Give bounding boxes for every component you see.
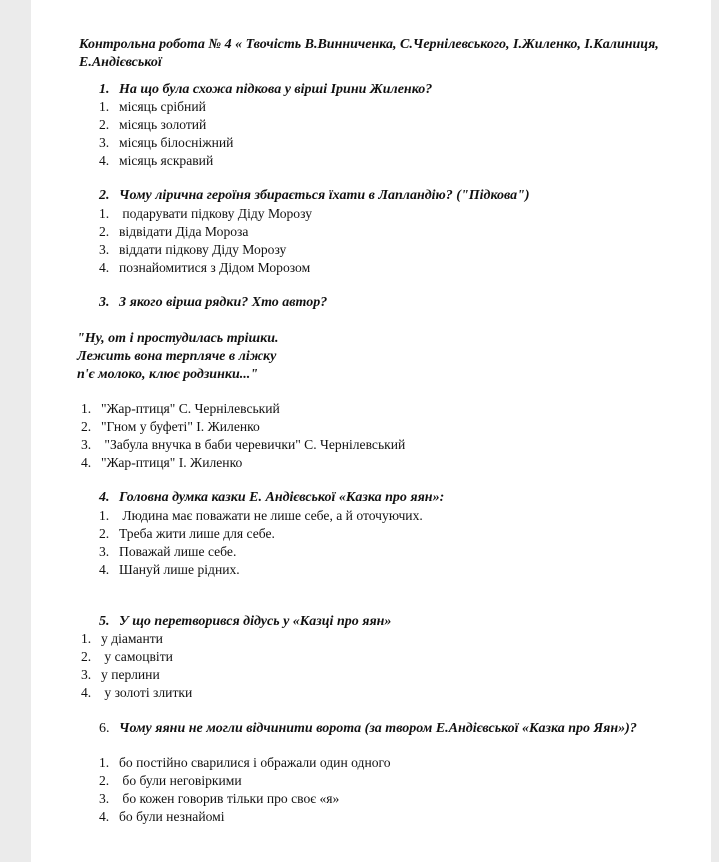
option-text: "Жар-птиця" І. Жиленко (101, 455, 243, 470)
list-item (99, 561, 423, 579)
option-text: місяць яскравий (119, 153, 214, 168)
list-item (99, 241, 312, 259)
list-item (81, 418, 405, 436)
quote-line: Лежить вона терпляче в ліжку (77, 349, 277, 364)
option-text: віддати підкову Діду Морозу (119, 242, 287, 257)
option-number: 1. (81, 401, 92, 416)
question-number: 6. (99, 721, 110, 736)
question-number: 4. (99, 490, 110, 505)
list-item (99, 134, 233, 152)
option-number: 1. (99, 755, 110, 770)
option-number: 4. (99, 260, 110, 275)
list-item (81, 454, 405, 472)
question-number: 2. (99, 188, 110, 203)
option-number: 2. (81, 649, 92, 664)
option-text: у самоцвіти (101, 649, 173, 664)
answer-list-1 (99, 98, 233, 170)
document-page (31, 0, 711, 862)
option-text: познайомитися з Дідом Морозом (119, 260, 311, 275)
option-number: 2. (81, 419, 92, 434)
option-text: у діаманти (101, 631, 163, 646)
option-text: у золоті злитки (101, 685, 193, 700)
question-text: Чому лірична героїня збирається їхати в Лапландію? ("Підкова") (119, 188, 530, 203)
list-item (99, 223, 312, 241)
option-text: бо постійно сварилися і ображали один одного (119, 755, 391, 770)
option-number: 3. (99, 544, 110, 559)
option-text: бо були незнайомі (119, 809, 225, 824)
option-text: відвідати Діда Мороза (119, 224, 249, 239)
answer-list-6 (99, 754, 391, 826)
list-item (99, 790, 391, 808)
option-text: у перлини (101, 667, 160, 682)
quote-line: "Ну, от і простудилась трішки. (77, 331, 279, 346)
question-number: 3. (99, 295, 110, 310)
list-item (99, 116, 233, 134)
list-item (99, 754, 391, 772)
list-item (99, 808, 391, 826)
list-item (99, 525, 423, 543)
list-item (99, 259, 312, 277)
list-item (81, 436, 405, 454)
option-text: Треба жити лише для себе. (119, 526, 275, 541)
list-item (81, 666, 192, 684)
option-text: місяць золотий (119, 117, 207, 132)
list-item (81, 630, 192, 648)
option-number: 2. (99, 773, 110, 788)
option-number: 1. (99, 508, 110, 523)
question-text: З якого вірша рядки? Хто автор? (119, 295, 328, 310)
option-number: 3. (99, 791, 110, 806)
answer-list-5 (81, 630, 192, 702)
list-item (99, 152, 233, 170)
list-item (99, 98, 233, 116)
answer-list-2 (99, 205, 312, 277)
option-number: 4. (99, 809, 110, 824)
list-item (99, 543, 423, 561)
option-number: 3. (81, 667, 92, 682)
list-item (81, 400, 405, 418)
option-number: 4. (99, 562, 110, 577)
list-item (81, 648, 192, 666)
option-text: місяць білосніжний (119, 135, 234, 150)
option-text: бо були неговіркими (119, 773, 242, 788)
option-number: 4. (81, 685, 92, 700)
question-6 (99, 720, 669, 738)
question-text: У що перетворився дідусь у «Казці про яян» (119, 614, 392, 629)
page-title: Контрольна робота № 4 « Твочість В.Винниченка, С.Чернілевського, І.Жиленко, І.Калиниця, Е.Андієвської (79, 37, 659, 70)
list-item (99, 205, 312, 223)
option-text: Шануй лише рідних. (119, 562, 240, 577)
question-2 (99, 187, 530, 205)
question-text: Чому яяни не могли відчинити ворота (за твором Е.Андієвської «Казка про Яян»)? (119, 721, 637, 736)
option-text: "Гном у буфеті" І. Жиленко (101, 419, 260, 434)
option-text: місяць срібний (119, 99, 206, 114)
option-number: 4. (99, 153, 110, 168)
option-text: "Жар-птиця" С. Чернілевський (101, 401, 280, 416)
question-text: На що була схожа підкова у вірші Ірини Жиленко? (119, 82, 433, 97)
option-number: 2. (99, 224, 110, 239)
option-text: Поважай лише себе. (119, 544, 237, 559)
option-text: подарувати підкову Діду Морозу (119, 206, 312, 221)
question-4 (99, 489, 444, 507)
question-text: Головна думка казки Е. Андієвської «Казка про яян»: (119, 490, 445, 505)
option-number: 1. (99, 99, 110, 114)
option-number: 1. (81, 631, 92, 646)
option-number: 2. (99, 117, 110, 132)
question-number: 5. (99, 614, 110, 629)
option-number: 2. (99, 526, 110, 541)
poem-quote (77, 330, 279, 384)
question-3 (99, 294, 327, 312)
option-number: 3. (81, 437, 92, 452)
answer-list-4 (99, 507, 423, 579)
option-number: 1. (99, 206, 110, 221)
option-number: 4. (81, 455, 92, 470)
question-1 (99, 81, 432, 99)
answer-list-3 (81, 400, 405, 472)
option-number: 3. (99, 242, 110, 257)
list-item (81, 684, 192, 702)
list-item (99, 772, 391, 790)
option-text: Людина має поважати не лише себе, а й оточуючих. (119, 508, 423, 523)
option-text: бо кожен говорив тільки про своє «я» (119, 791, 340, 806)
list-item (99, 507, 423, 525)
quote-line: п'є молоко, клює родзинки..." (77, 367, 259, 382)
question-5 (99, 613, 391, 631)
option-number: 3. (99, 135, 110, 150)
option-text: "Забула внучка в баби черевички" С. Чернілевський (101, 437, 406, 452)
question-number: 1. (99, 82, 110, 97)
